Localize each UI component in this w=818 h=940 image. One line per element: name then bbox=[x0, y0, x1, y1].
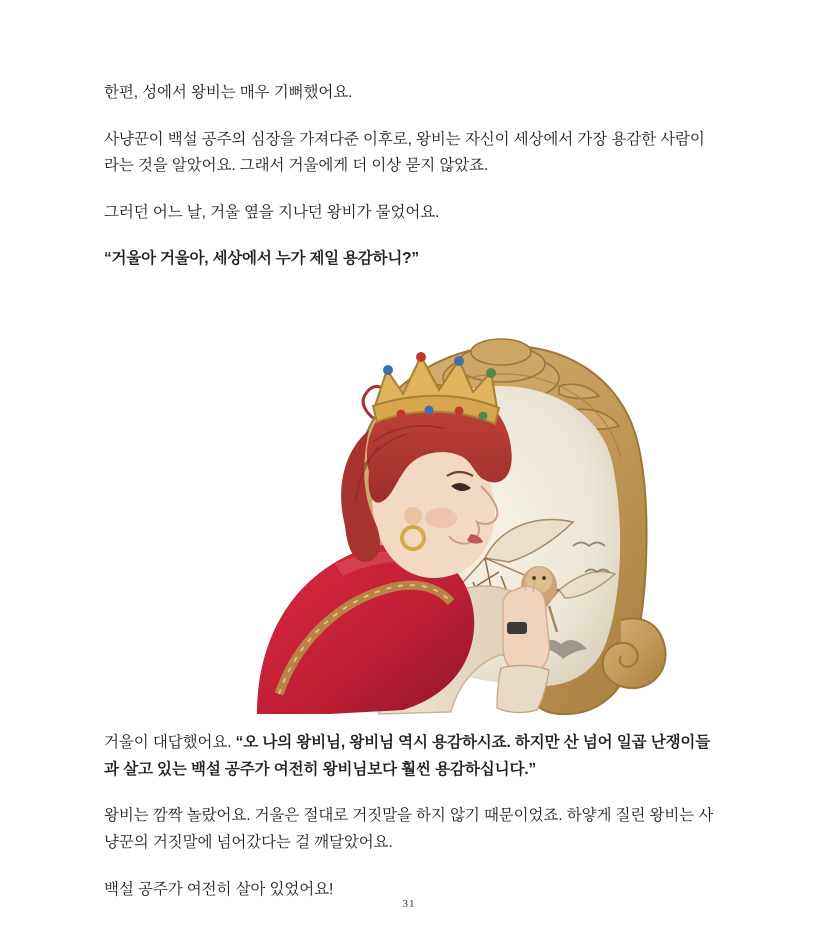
mirror-reply-text: “오 나의 왕비님, 왕비님 역시 용감하시죠. 하지만 산 넘어 일곱 난쟁이들과 살고 있는 백설 공주가 여전히 왕비님보다 훨씬 용감하십니다.” bbox=[104, 734, 711, 778]
paragraph-1: 한편, 성에서 왕비는 매우 기뻐했어요. bbox=[104, 84, 353, 101]
bottom-text-block bbox=[104, 730, 714, 923]
mirror-reply-paragraph bbox=[104, 730, 714, 783]
reaction-paragraph: 왕비는 깜짝 놀랐어요. 거울은 절대로 거짓말을 하지 않기 때문이었죠. 하얗게 질린 왕비는 사냥꾼의 거짓말에 넘어갔다는 걸 깨달았어요. bbox=[104, 807, 714, 851]
illustration-container bbox=[104, 290, 714, 745]
paragraph-3: 그러던 어느 날, 거울 옆을 지나던 왕비가 물었어요. bbox=[104, 203, 440, 221]
mirror-intro-text: 거울이 대답했어요. bbox=[104, 734, 236, 751]
queen-and-mirror-illustration bbox=[129, 290, 689, 745]
mirror-question: “거울아 거울아, 세상에서 누가 제일 용감하니?” bbox=[104, 249, 419, 267]
page-number: 31 bbox=[402, 898, 416, 910]
closing-paragraph: 백설 공주가 여전히 살아 있었어요! bbox=[104, 880, 334, 898]
paragraph-2: 사냥꾼이 백설 공주의 심장을 가져다준 이후로, 왕비는 자신이 세상에서 가장 용감한 사람이라는 것을 알았어요. 그래서 거울에게 더 이상 묻지 않았죠. bbox=[104, 130, 705, 175]
